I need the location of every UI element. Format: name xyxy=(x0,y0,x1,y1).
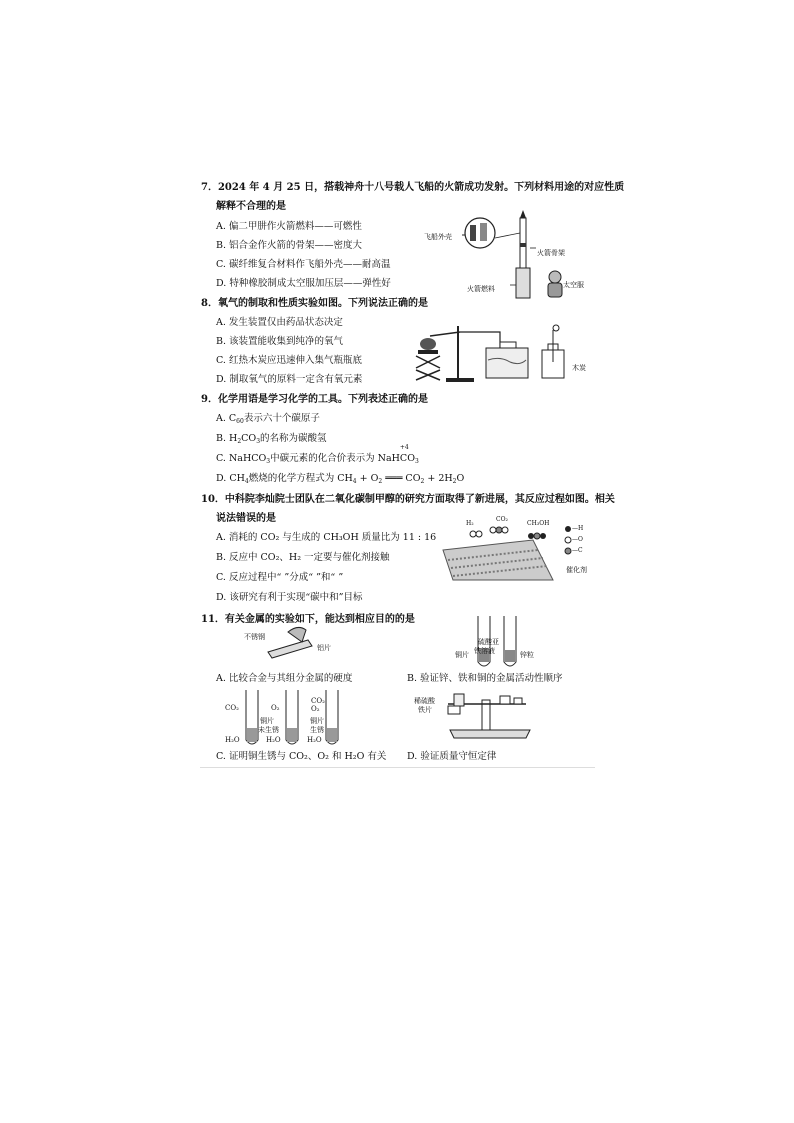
q9-d-sub: 4 xyxy=(244,478,249,485)
q11-label-c-h2o1: H₂O xyxy=(225,736,240,744)
q9-d-sub3: 2 xyxy=(378,478,383,485)
q8-stem: 8．氧气的制取和性质实验如图。下列说法正确的是 xyxy=(201,298,428,309)
q9-d-mid2: + O xyxy=(356,473,379,484)
q10-stem: 10．中科院李灿院士团队在二氧化碳制甲醇的研究方面取得了新进展，其反应过程如图。相关 xyxy=(201,494,615,505)
q8-apparatus-figure xyxy=(410,322,580,384)
q11-label-c-h2o2: H₂O xyxy=(266,736,281,744)
q7-option-d[interactable]: D. 特种橡胶制成太空服加压层——弹性好 xyxy=(216,278,391,289)
q9-stem: 9．化学用语是学习化学的工具。下列表述正确的是 xyxy=(201,394,428,405)
page-bottom-rule xyxy=(200,767,595,768)
q11-label-d-acid1: 稀硫酸 xyxy=(414,697,435,705)
q9-a-sub: 60 xyxy=(236,418,244,425)
q9-d-sub2: 4 xyxy=(352,478,357,485)
q11-label-al: 铝片 xyxy=(317,644,331,652)
q11-fig-c xyxy=(240,690,350,748)
q7-label-frame: 火箭骨架 xyxy=(537,249,565,257)
q11-label-c-cu1: 铜片 xyxy=(260,717,274,725)
q9-b-post: 的名称为碳酸氢 xyxy=(260,433,327,444)
q9-c-sub: 3 xyxy=(266,458,271,465)
q10-label-catalyst: 催化剂 xyxy=(566,566,587,574)
q11-label-steel: 不锈钢 xyxy=(244,633,265,641)
q10-legend-c: —C xyxy=(572,547,583,554)
q7-stem: 7．2024 年 4 月 25 日，搭载神舟十八号载人飞船的火箭成功发射。下列材料用途的对应性质 xyxy=(201,182,625,193)
q10-legend-o: —O xyxy=(572,536,583,543)
q7-option-b[interactable]: B. 铝合金作火箭的骨架——密度大 xyxy=(216,240,363,251)
q10-option-a[interactable]: A. 消耗的 CO₂ 与生成的 CH₃OH 质量比为 11 : 16 xyxy=(216,532,437,543)
q9-c-carbon: C xyxy=(399,453,408,464)
q9-d-sub5: 2 xyxy=(452,478,457,485)
q9-a-post: 表示六十个碳原子 xyxy=(243,413,320,424)
q10-stem-2: 说法错误的是 xyxy=(216,513,276,524)
q7-rocket-figure xyxy=(440,213,590,303)
q11-fig-d xyxy=(440,690,540,742)
q9-d-mid: 燃烧的化学方程式为 CH xyxy=(248,473,353,484)
q7-label-fuel: 火箭燃料 xyxy=(467,285,495,293)
q9-c-sub2: 3 xyxy=(414,458,419,465)
q8-option-a[interactable]: A. 发生装置仅由药品状态决定 xyxy=(216,317,343,328)
q9-option-b[interactable] xyxy=(216,433,327,445)
q7-option-c[interactable]: C. 碳纤维复合材料作飞船外壳——耐高温 xyxy=(216,259,391,270)
q9-b-sub: 2 xyxy=(237,438,242,445)
q9-d-post: + 2H xyxy=(424,473,453,484)
q9-c-mid: 中碳元素的化合价表示为 NaH xyxy=(270,453,400,464)
q11-option-b[interactable]: B. 验证锌、铁和铜的金属活动性顺序 xyxy=(407,673,563,684)
q10-option-b[interactable]: B. 反应中 CO₂、H₂ 一定要与催化剂接触 xyxy=(216,552,390,563)
q8-option-d[interactable]: D. 制取氧气的原料一定含有氧元素 xyxy=(216,374,363,385)
q9-a-text: A. C xyxy=(216,413,237,424)
q7-label-shell: 飞船外壳 xyxy=(424,233,452,241)
q10-option-c[interactable]: C. 反应过程中“ ”分成“ ”和“ ” xyxy=(216,572,344,583)
q9-option-d[interactable] xyxy=(216,473,464,485)
q11-label-c-cu2: 铜片 xyxy=(310,717,324,725)
q11-label-c-o2: O₂ xyxy=(271,704,280,712)
q11-option-c[interactable]: C. 证明铜生锈与 CO₂、O₂ 和 H₂O 有关 xyxy=(216,751,387,762)
q11-label-c-h2o3: H₂O xyxy=(307,736,322,744)
q11-label-c-o2b: O₂ xyxy=(311,705,320,713)
q11-label-feso4a: 硫酸亚 xyxy=(478,638,499,646)
q11-stem: 11．有关金属的实验如下，能达到相应目的的是 xyxy=(201,614,415,625)
q11-label-c-co2: CO₂ xyxy=(225,704,239,712)
q11-label-c-co2b: CO₂ xyxy=(311,697,325,705)
q9-b-text: B. H xyxy=(216,433,238,444)
q10-option-d[interactable]: D. 该研究有利于实现“碳中和”目标 xyxy=(216,592,363,603)
q11-label-cu: 铜片 xyxy=(455,651,469,659)
q8-label-charcoal: 木炭 xyxy=(572,364,586,372)
q7-option-a[interactable]: A. 偏二甲肼作火箭燃料——可燃性 xyxy=(216,221,362,232)
q7-label-suit: 太空服 xyxy=(563,281,584,289)
q9-d-sub4: 2 xyxy=(420,478,425,485)
q9-c-oxygen: O xyxy=(407,453,415,464)
q11-label-c-rust2: 生锈 xyxy=(310,726,324,734)
q9-d-eq: ═══ CO xyxy=(382,473,421,484)
q9-b-mid: CO xyxy=(241,433,257,444)
q9-d-end: O xyxy=(456,473,465,484)
q11-label-d-acid2: 铁片 xyxy=(418,706,432,714)
q9-c-text: C. NaHCO xyxy=(216,453,267,464)
q7-stem-2: 解释不合理的是 xyxy=(216,201,286,212)
q11-option-a[interactable]: A. 比较合金与其组分金属的硬度 xyxy=(216,673,353,684)
q11-label-feso4b: 铁溶液 xyxy=(474,647,495,655)
q10-label-ch3oh: CH₃OH xyxy=(527,520,550,527)
q9-d-text: D. CH xyxy=(216,473,245,484)
q11-option-d[interactable]: D. 验证质量守恒定律 xyxy=(407,751,497,762)
q9-c-valence: +4 C xyxy=(399,444,409,464)
q11-label-c-rust1: 未生锈 xyxy=(258,726,279,734)
q9-b-sub2: 3 xyxy=(256,438,261,445)
q11-label-zn: 锌粒 xyxy=(520,651,534,659)
q10-legend-h: —H xyxy=(572,525,584,532)
q9-option-a[interactable] xyxy=(216,413,320,425)
q10-label-co2: CO₂ xyxy=(496,516,508,523)
q9-option-c[interactable] xyxy=(216,444,419,465)
q8-option-c[interactable]: C. 红热木炭应迅速伸入集气瓶瓶底 xyxy=(216,355,362,366)
q10-label-h2: H₂ xyxy=(466,520,474,527)
q8-option-b[interactable]: B. 该装置能收集到纯净的氧气 xyxy=(216,336,344,347)
